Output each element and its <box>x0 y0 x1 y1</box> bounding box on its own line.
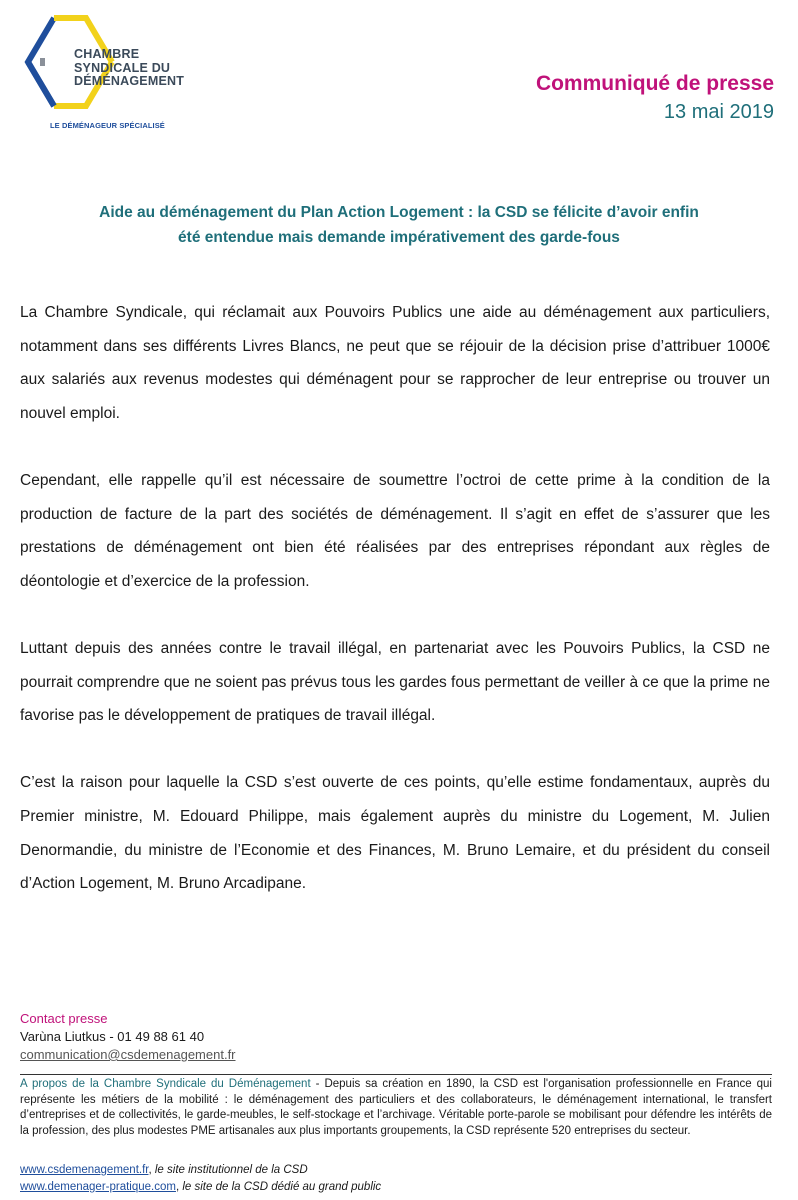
demenager-pratique-desc: le site de la CSD dédié au grand public <box>182 1181 382 1193</box>
press-contact <box>20 1010 236 1064</box>
logo-line-3: DÉMÉNAGEMENT <box>74 74 185 88</box>
contact-email-link[interactable]: communication@csdemenagement.fr <box>20 1047 236 1062</box>
headline-line-1: Aide au déménagement du Plan Action Logement : la CSD se félicite d’avoir enfin <box>99 204 699 221</box>
csd-logo <box>24 14 184 134</box>
press-title: Communiqué de presse <box>535 72 774 95</box>
link-row-1: www.csdemenagement.fr, le site institutionnel de la CSD <box>20 1164 308 1176</box>
about-text: - Depuis sa création en 1890, la CSD est l'organisation professionnelle en France qui représente les métiers de la mobilité : le déménagement des particuliers et des collaborateurs, le déménagement international, le transfert d’entreprises et de collectivités, le garde-meubles, le self-stockage et l’archivage. Véritable porte-parole se mobilisant pour défendre les intérêts de la profession, des plus modestes PME artisanales aux plus importants groupements, la CSD représente 520 entreprises du secteur. <box>20 1078 772 1137</box>
headline <box>40 200 758 250</box>
footer-divider <box>20 1074 772 1075</box>
about-section <box>20 1077 772 1139</box>
logo-wordmark <box>74 48 184 89</box>
footer-links <box>20 1162 381 1196</box>
body-text <box>20 296 770 934</box>
paragraph-3: Luttant depuis des années contre le travail illégal, en partenariat avec les Pouvoirs Publics, la CSD ne pourrait comprendre que ne soient pas prévus tous les gardes fous permettant de veiller à ce que la prime ne favorise pas le développement de pratiques de travail illégal. <box>20 639 770 725</box>
paragraph-1: La Chambre Syndicale, qui réclamait aux Pouvoirs Publics une aide au déménagement aux particuliers, notamment dans ses différents Livres Blancs, ne peut que se réjouir de la décision prise d’attribuer 1000€ aux salariés aux revenus modestes qui déménagent pour se rapprocher de leur entreprise ou trouver un nouvel emploi. <box>20 304 770 422</box>
link-row-2: www.demenager-pratique.com, le site de la CSD dédié au grand public <box>20 1181 382 1193</box>
press-date: 13 mai 2019 <box>663 101 774 123</box>
paragraph-4: C’est la raison pour laquelle la CSD s’est ouverte de ces points, qu’elle estime fondamentaux, auprès du Premier ministre, M. Edouard Philippe, mais également auprès du ministre du Logement, M. Julien Denormandie, du ministre de l’Economie et des Finances, M. Bruno Lemaire, et du président du conseil d’Action Logement, M. Bruno Arcadipane. <box>20 774 770 893</box>
logo-line-1: CHAMBRE <box>74 47 140 61</box>
csd-site-link[interactable]: www.csdemenagement.fr <box>20 1164 149 1176</box>
csd-site-desc: le site institutionnel de la CSD <box>154 1164 308 1176</box>
about-heading: A propos de la Chambre Syndicale du Déménagement <box>20 1078 311 1090</box>
logo-line-2: SYNDICALE DU <box>74 60 171 75</box>
logo-tagline: LE DÉMÉNAGEUR SPÉCIALISÉ <box>50 121 165 130</box>
demenager-pratique-link[interactable]: www.demenager-pratique.com <box>20 1181 176 1193</box>
press-header <box>536 70 774 126</box>
contact-name-phone: Varùna Liutkus - 01 49 88 61 40 <box>20 1029 205 1044</box>
headline-line-2: été entendue mais demande impérativement des garde-fous <box>178 229 620 246</box>
paragraph-2: Cependant, elle rappelle qu’il est nécessaire de soumettre l’octroi de cette prime à la condition de la production de facture de la part des sociétés de déménagement. Il s’agit en effet de s’assurer que les prestations de déménagement ont bien été réalisées par des entreprises répondant aux règles de déontologie et d’exercice de la profession. <box>20 471 770 590</box>
contact-label: Contact presse <box>20 1011 108 1026</box>
